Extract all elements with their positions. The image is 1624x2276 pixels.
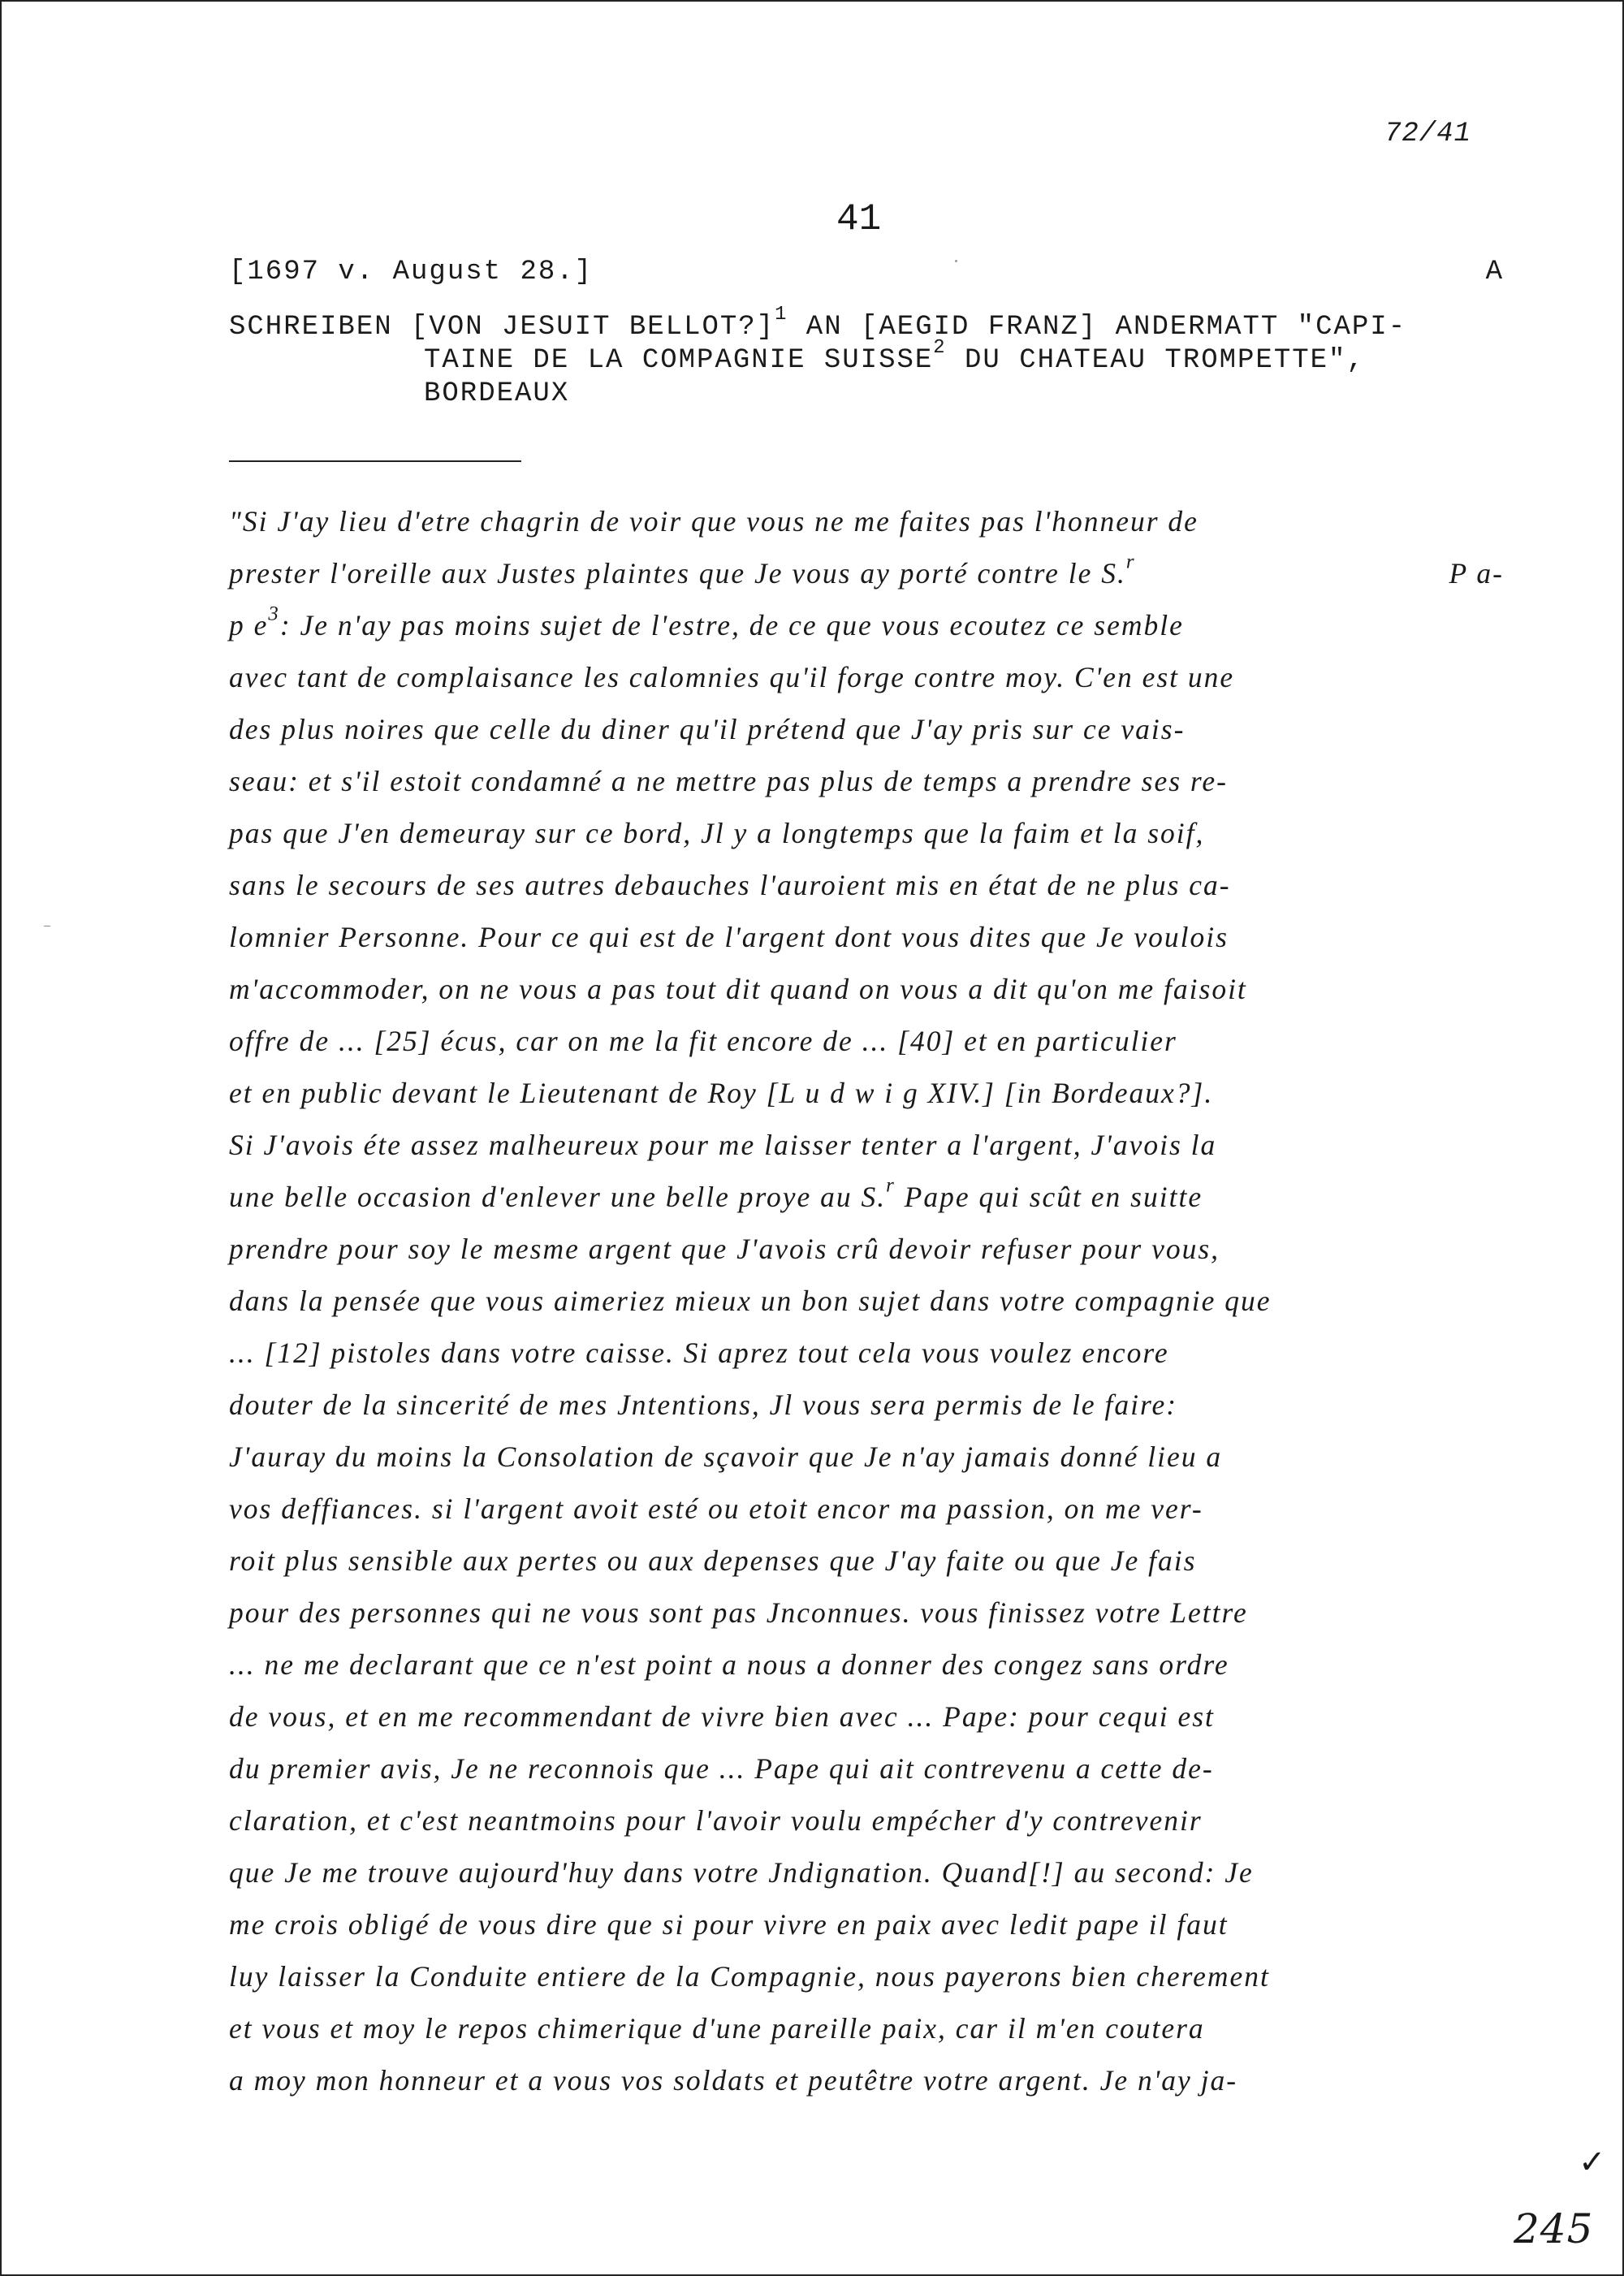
body-line: p $e^3$: Je n'ay pas moins sujet de l'estre, de ce que vous ecoutez ce semble [229, 602, 1184, 641]
body-line: que Je me trouve aujourd'huy dans votre Jndignation. Quand[!] au second: Je [229, 1856, 1254, 1889]
body-line: du premier avis, Je ne reconnois que ... Pape qui ait contrevenu a cette de- [229, 1752, 1214, 1785]
body-line: douter de la sincerité de mes Jntentions, Jl vous sera permis de le faire: [229, 1388, 1178, 1421]
body-line: et en public devant le Lieutenant de Roy [L u d w i g XIV.] [in Bordeaux?]. [229, 1077, 1214, 1109]
separator-rule [229, 460, 521, 462]
letter-body [229, 495, 1504, 2106]
body-line: avec tant de complaisance les calomnies qu'il forge contre moy. C'en est une [229, 661, 1235, 693]
body-line: J'auray du moins la Consolation de sçavoir que Je n'ay jamais donné lieu a [229, 1440, 1223, 1473]
body-line: des plus noires que celle du diner qu'il prétend que J'ay pris sur ce vais- [229, 713, 1186, 745]
heading-text: AN [AEGID FRANZ] ANDERMATT "CAPI- [788, 312, 1407, 343]
body-line: pas que J'en demeuray sur ce bord, Jl y a longtemps que la faim et la soif, [229, 817, 1205, 849]
body-line: lomnier Personne. Pour ce qui est de l'argent dont vous dites que Je voulois [229, 921, 1229, 953]
heading-line-1 [229, 304, 1407, 343]
heading-line-3: BORDEAUX [424, 378, 570, 409]
body-line [229, 547, 1504, 599]
footnote-ref: 2 [933, 337, 947, 360]
body-line: seau: et s'il estoit condamné a ne mettre pas plus de temps a prendre ses re- [229, 765, 1229, 797]
body-line: luy laisser la Conduite entiere de la Compagnie, nous payerons bien cherement [229, 1960, 1270, 1993]
body-line: pour des personnes qui ne vous sont pas Jnconnues. vous finissez votre Lettre [229, 1596, 1248, 1629]
body-line: ... ne me declarant que ce n'est point a nous a donner des congez sans ordre [229, 1648, 1229, 1681]
body-line: de vous, et en me recommendant de vivre bien avec ... Pape: pour cequi est [229, 1700, 1215, 1733]
page-reference: 72/41 [1384, 119, 1471, 149]
body-line: prendre pour soy le mesme argent que J'avois crû devoir refuser pour vous, [229, 1233, 1220, 1265]
handwritten-page-number: 245 [1514, 2205, 1594, 2252]
body-line: sans le secours de ses autres debauches l'auroient mis en état de ne plus ca- [229, 869, 1231, 901]
body-line: vos deffiances. si l'argent avoit esté ou etoit encor ma passion, on me ver- [229, 1492, 1203, 1525]
body-line: a moy mon honneur et a vous vos soldats et peutêtre votre argent. Je n'ay ja- [229, 2064, 1238, 2097]
body-line: dans la pensée que vous aimeriez mieux un bon sujet dans votre compagnie que [229, 1285, 1272, 1317]
scan-speck [955, 260, 957, 262]
body-line-text: P a- [1449, 557, 1504, 590]
footnote-ref: 1 [775, 304, 788, 326]
heading-line-2 [424, 337, 1365, 376]
heading-text: DU CHATEAU TROMPETTE", [946, 345, 1365, 376]
document-classification: A [1485, 257, 1502, 287]
body-line: ... [12] pistoles dans votre caisse. Si aprez tout cela vous voulez encore [229, 1337, 1169, 1369]
document-date: [1697 v. August 28.] [229, 257, 594, 287]
heading-text: SCHREIBEN [VON JESUIT BELLOT?] [229, 312, 775, 343]
document-number: 41 [836, 198, 882, 240]
body-line: roit plus sensible aux pertes ou aux depenses que J'ay faite ou que Je fais [229, 1544, 1197, 1577]
body-line: me crois obligé de vous dire que si pour vivre en paix avec ledit pape il faut [229, 1908, 1229, 1941]
body-line: "Si J'ay lieu d'etre chagrin de voir que vous ne me faites pas l'honneur de [229, 505, 1199, 538]
body-line: une belle occasion d'enlever une belle proye au S.$^r$ Pape qui scût en suitte [229, 1174, 1203, 1213]
body-line: et vous et moy le repos chimerique d'une pareille paix, car il m'en coutera [229, 2012, 1205, 2045]
body-line: offre de ... [25] écus, car on me la fit encore de ... [40] et en particulier [229, 1025, 1177, 1057]
superscript: r [886, 1174, 896, 1197]
body-line: claration, et c'est neantmoins pour l'avoir voulu empécher d'y contrevenir [229, 1804, 1203, 1837]
body-line-text: prester l'oreille aux Justes plaintes que Je vous ay porté contre le S.$^r$ [229, 551, 1136, 590]
checkmark-icon: ✓ [1579, 2144, 1606, 2181]
body-line: m'accommoder, on ne vous a pas tout dit quand on vous a dit qu'on me faisoit [229, 973, 1247, 1005]
heading-text: TAINE DE LA COMPAGNIE SUISSE [424, 345, 934, 376]
body-line: Si J'avois éte assez malheureux pour me laisser tenter a l'argent, J'avois la [229, 1129, 1217, 1161]
superscript: r [1125, 551, 1136, 573]
footnote-ref: 3 [268, 602, 280, 625]
